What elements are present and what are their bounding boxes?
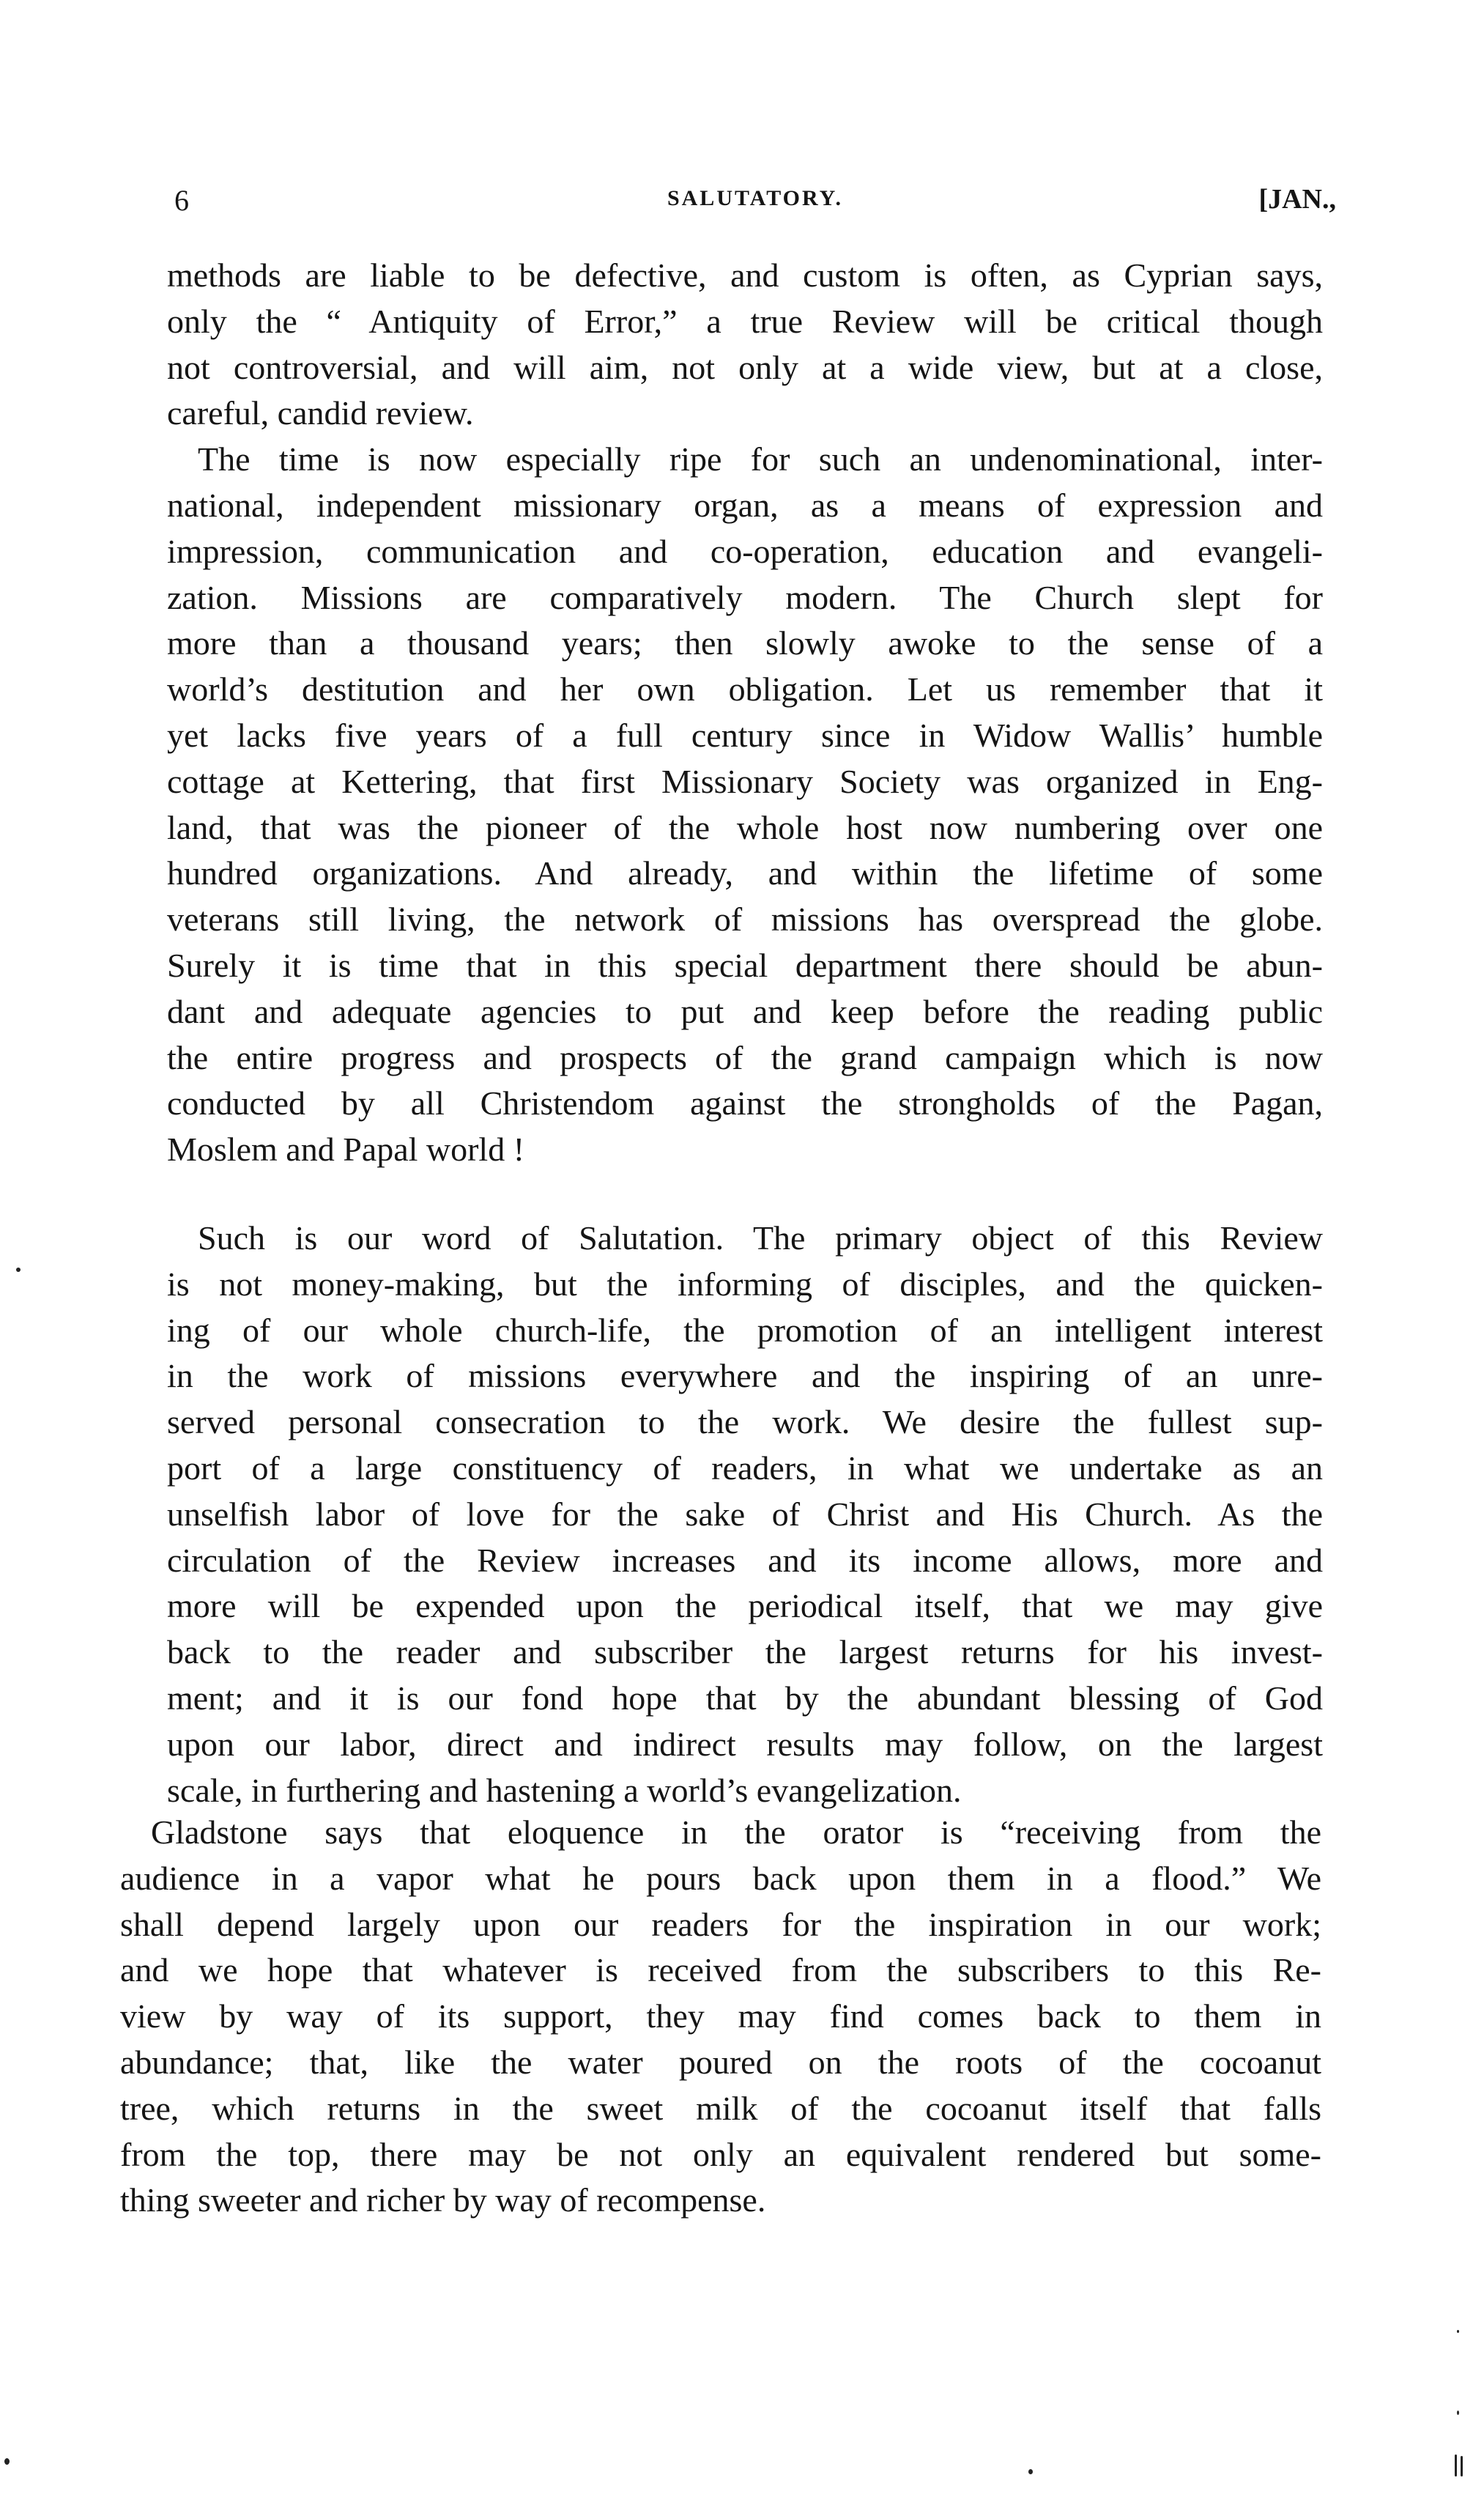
scan-speck — [4, 2458, 10, 2465]
paragraph-line: Surely it is time that in this special department there should be abun- — [167, 946, 1323, 984]
paragraph-line: veterans still living, the network of missions has overspread the globe. — [167, 900, 1323, 939]
paragraph-line: careful, candid review. — [167, 394, 474, 432]
paragraph-line: and we hope that whatever is received from the subscribers to this Re- — [120, 1951, 1321, 1989]
paragraph-line: is not money-making, but the informing of disciples, and the quicken- — [167, 1265, 1323, 1303]
paragraph-line: served personal consecration to the work. We desire the fullest sup- — [167, 1403, 1323, 1441]
paragraph-line: yet lacks five years of a full century since in Widow Wallis’ humble — [167, 716, 1323, 754]
paragraph-line: methods are liable to be defective, and custom is often, as Cyprian says, — [167, 256, 1323, 294]
scan-speck — [1457, 2411, 1459, 2415]
paragraph-line: land, that was the pioneer of the whole host now numbering over one — [167, 808, 1323, 846]
text-block-gladstone — [120, 1810, 1321, 2224]
paragraph-line: circulation of the Review increases and its income allows, more and — [167, 1541, 1323, 1579]
running-date: [JAN., — [1258, 184, 1336, 215]
paragraph-line: unselfish labor of love for the sake of Christ and His Church. As the — [167, 1495, 1323, 1533]
paragraph-line: port of a large constituency of readers, in what we undertake as an — [167, 1449, 1323, 1487]
paragraph-line: not controversial, and will aim, not only at a wide view, but at a close, — [167, 348, 1323, 386]
paragraph-line: only the “ Antiquity of Error,” a true Review will be critical though — [167, 302, 1323, 340]
paragraph-line: impression, communication and co-operation, education and evangeli- — [167, 532, 1323, 570]
paragraph-line: zation. Missions are comparatively modern. The Church slept for — [167, 578, 1323, 616]
paragraph-line: dant and adequate agencies to put and keep before the reading public — [167, 992, 1323, 1030]
paragraph-line: the entire progress and prospects of the grand campaign which is now — [167, 1038, 1323, 1076]
paragraph-line: scale, in furthering and hastening a world’s evangelization. — [167, 1771, 962, 1809]
scan-speck — [16, 1268, 21, 1272]
page-number: 6 — [174, 184, 189, 217]
paragraph-line: upon our labor, direct and indirect results may follow, on the largest — [167, 1725, 1323, 1763]
text-block-upper — [167, 253, 1323, 1173]
paragraph-line: shall depend largely upon our readers for the inspiration in our work; — [120, 1905, 1321, 1943]
scan-speck — [1455, 2455, 1457, 2476]
paragraph-line: Moslem and Papal world ! — [167, 1131, 525, 1169]
paragraph-line: ing of our whole church-life, the promotion of an intelligent interest — [167, 1311, 1323, 1349]
paragraph-line: more than a thousand years; then slowly awoke to the sense of a — [167, 624, 1323, 662]
paragraph-line: conducted by all Christendom against the strongholds of the Pagan, — [167, 1084, 1323, 1122]
paragraph-line: from the top, there may be not only an equivalent rendered but some- — [120, 2135, 1321, 2173]
paragraph-line: national, independent missionary organ, as a means of expression and — [167, 486, 1323, 524]
paragraph-line: audience in a vapor what he pours back upon them in a flood.” We — [120, 1859, 1321, 1897]
scan-speck — [1457, 2330, 1459, 2333]
text-block-salutation — [167, 1216, 1323, 1813]
paragraph-line: more will be expended upon the periodical itself, that we may give — [167, 1587, 1323, 1625]
paragraph-line: abundance; that, like the water poured on the roots of the cocoanut — [120, 2043, 1321, 2081]
paragraph-line: Gladstone says that eloquence in the orator is “receiving from the — [151, 1813, 1321, 1851]
paragraph-line: in the work of missions everywhere and the inspiring of an unre- — [167, 1357, 1323, 1395]
scan-speck — [1028, 2469, 1033, 2474]
paragraph-line: cottage at Kettering, that first Missionary Society was organized in Eng- — [167, 762, 1323, 800]
paragraph-line: back to the reader and subscriber the largest returns for his invest- — [167, 1633, 1323, 1671]
paragraph-line: view by way of its support, they may find comes back to them in — [120, 1997, 1321, 2035]
paragraph-line: thing sweeter and richer by way of recompense. — [120, 2181, 766, 2219]
paragraph-line: Such is our word of Salutation. The primary object of this Review — [198, 1219, 1323, 1257]
running-header — [174, 183, 1336, 227]
running-title: SALUTATORY. — [667, 186, 844, 210]
paragraph-line: ment; and it is our fond hope that by the abundant blessing of God — [167, 1679, 1323, 1717]
paragraph-line: hundred organizations. And already, and within the lifetime of some — [167, 854, 1323, 892]
paragraph-line: tree, which returns in the sweet milk of the cocoanut itself that falls — [120, 2089, 1321, 2127]
paragraph-line: The time is now especially ripe for such an undenominational, inter- — [198, 440, 1323, 478]
paragraph-line: world’s destitution and her own obligation. Let us remember that it — [167, 670, 1323, 709]
scan-speck — [1461, 2456, 1463, 2476]
